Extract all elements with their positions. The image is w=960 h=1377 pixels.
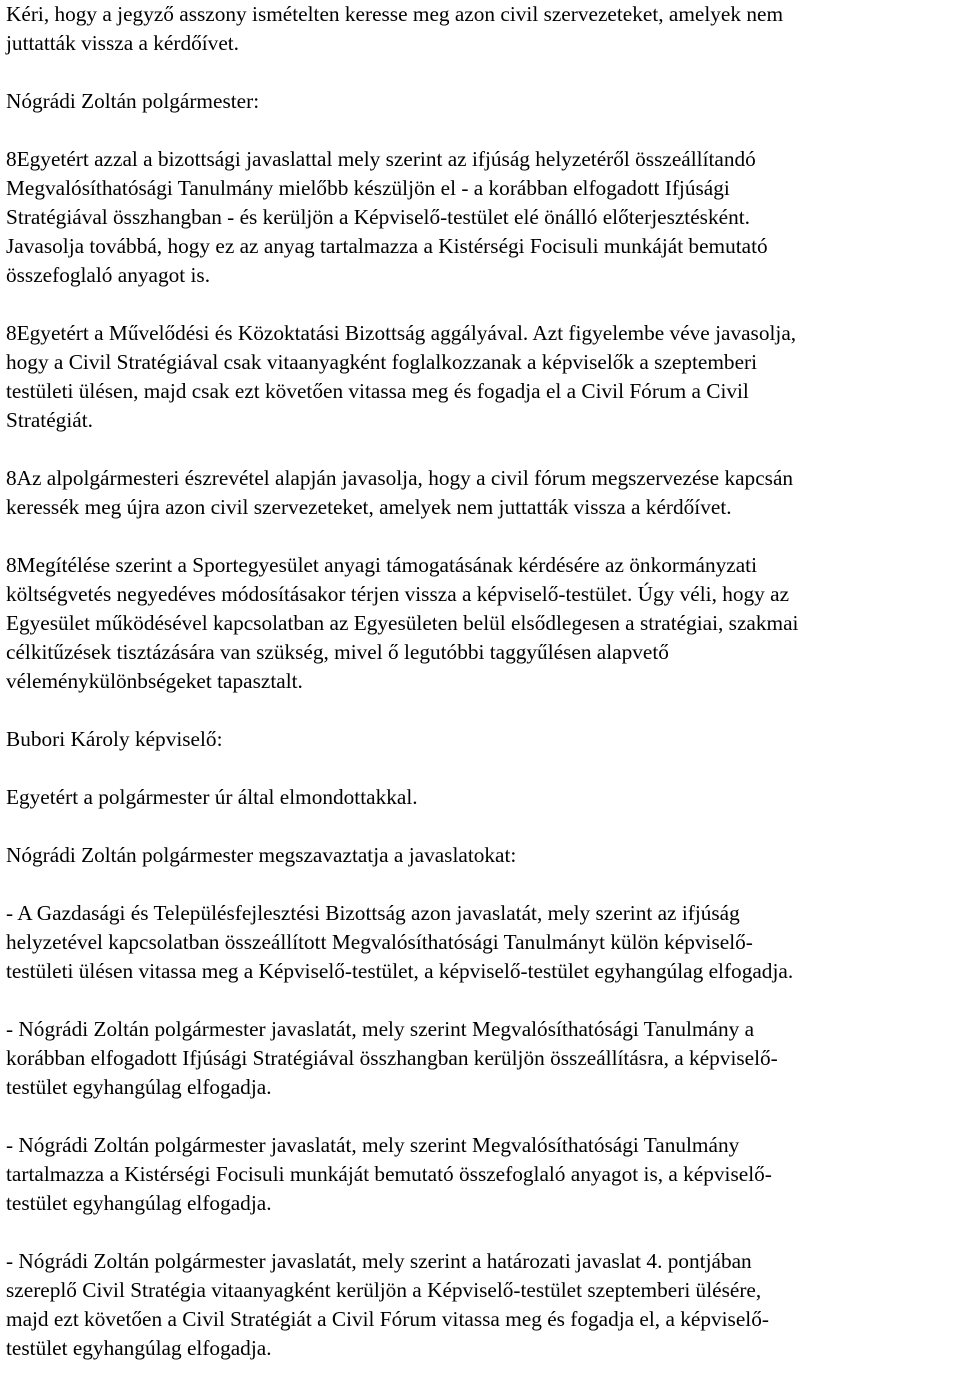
text-line: 8Az alpolgármesteri észrevétel alapján javasolja, hogy a civil fórum megszervezése kapcsán <box>6 466 794 490</box>
text-line: Javasolja továbbá, hogy ez az anyag tartalmazza a Kistérségi Focisuli munkáját bemutató <box>6 234 768 258</box>
text-line: testületi ülésen vitassa meg a Képviselő-testület, a képviselő-testület egyhangúlag elfogadja. <box>6 959 794 983</box>
text-line: - Nógrádi Zoltán polgármester javaslatát, mely szerint a határozati javaslat 4. pontjában <box>6 1249 752 1273</box>
text-line: - Nógrádi Zoltán polgármester javaslatát, mely szerint Megvalósíthatósági Tanulmány a <box>6 1017 755 1041</box>
paragraph-agreement <box>6 783 956 812</box>
text-line: Stratégiával összhangban - és kerüljön a Képviselő-testület elé önálló előterjesztésként. <box>6 205 750 229</box>
text-line: 8Egyetért a Művelődési és Közoktatási Bizottság aggályával. Azt figyelembe véve javasolja, <box>6 321 797 345</box>
text-line: Megvalósíthatósági Tanulmány mielőbb készüljön el - a korábban elfogadott Ifjúsági <box>6 176 730 200</box>
text-line: Stratégiát. <box>6 408 93 432</box>
text-line: testület egyhangúlag elfogadja. <box>6 1336 272 1360</box>
text-line: testületi ülésen, majd csak ezt követően vitassa meg és fogadja el a Civil Fórum a Civil <box>6 379 749 403</box>
paragraph-civil-strategy <box>6 319 956 435</box>
paragraph-feasibility-study <box>6 145 956 290</box>
paragraph-vote-intro <box>6 841 956 870</box>
text-line: - Nógrádi Zoltán polgármester javaslatát, mely szerint Megvalósíthatósági Tanulmány <box>6 1133 740 1157</box>
text-line: 8Megítélése szerint a Sportegyesület anyagi támogatásának kérdésére az önkormányzati <box>6 553 758 577</box>
text-line: korábban elfogadott Ifjúsági Stratégiával összhangban kerüljön összeállításra, a képviselő- <box>6 1046 778 1070</box>
text-line: - A Gazdasági és Településfejlesztési Bizottság azon javaslatát, mely szerint az ifjúság <box>6 901 740 925</box>
speaker-heading-bubori <box>6 725 956 754</box>
text-line: testület egyhangúlag elfogadja. <box>6 1191 272 1215</box>
speaker-heading-mayor <box>6 87 956 116</box>
text-line: 8Egyetért azzal a bizottsági javaslattal mely szerint az ifjúság helyzetéről összeállítandó <box>6 147 756 171</box>
text-line: költségvetés negyedéves módosításakor térjen vissza a képviselő-testület. Úgy véli, hogy az <box>6 582 790 606</box>
text-line: véleménykülönbségeket tapasztalt. <box>6 669 303 693</box>
text-line: célkitűzések tisztázására van szükség, mivel ő legutóbbi taggyűlésen alapvető <box>6 640 669 664</box>
text-line: Egyesület működésével kapcsolatban az Egyesületen belül elsődlegesen a stratégiai, szakmai <box>6 611 799 635</box>
text-line: testület egyhangúlag elfogadja. <box>6 1075 272 1099</box>
resolution-item-1 <box>6 899 956 986</box>
resolution-item-3 <box>6 1131 956 1218</box>
resolution-item-4 <box>6 1247 956 1363</box>
text-line: Kéri, hogy a jegyző asszony ismételten keresse meg azon civil szervezeteket, amelyek nem <box>6 2 784 26</box>
text-line: hogy a Civil Stratégiával csak vitaanyagként foglalkozzanak a képviselők a szeptemberi <box>6 350 758 374</box>
paragraph-sports-association <box>6 551 956 696</box>
paragraph-civil-forum <box>6 464 956 522</box>
text-line: majd ezt követően a Civil Stratégiát a Civil Fórum vitassa meg és fogadja el, a képviselő- <box>6 1307 769 1331</box>
text-line: összefoglaló anyagot is. <box>6 263 211 287</box>
text-line: szereplő Civil Stratégia vitaanyagként kerüljön a Képviselő-testület szeptemberi ülésére, <box>6 1278 762 1302</box>
paragraph-request-notary <box>6 0 956 58</box>
resolution-item-2 <box>6 1015 956 1102</box>
text-line: tartalmazza a Kistérségi Focisuli munkáját bemutató összefoglaló anyagot is, a képviselő- <box>6 1162 772 1186</box>
document-page <box>6 0 956 1363</box>
text-line: keressék meg újra azon civil szervezeteket, amelyek nem juttatták vissza a kérdőívet. <box>6 495 732 519</box>
text-line: Nógrádi Zoltán polgármester: <box>6 89 260 113</box>
text-line: Bubori Károly képviselő: <box>6 727 223 751</box>
text-line: Egyetért a polgármester úr által elmondottakkal. <box>6 785 418 809</box>
text-line: Nógrádi Zoltán polgármester megszavaztatja a javaslatokat: <box>6 843 517 867</box>
text-line: helyzetével kapcsolatban összeállított Megvalósíthatósági Tanulmányt külön képviselő- <box>6 930 753 954</box>
text-line: juttatták vissza a kérdőívet. <box>6 31 240 55</box>
